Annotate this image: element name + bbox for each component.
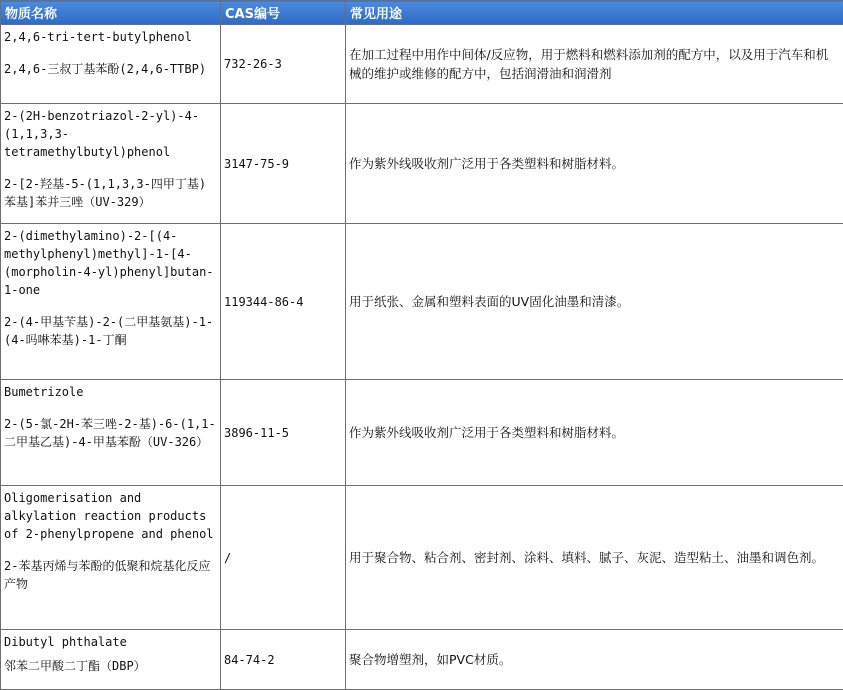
header-name: 物质名称 — [1, 1, 221, 25]
table-row — [1, 104, 843, 224]
name-en: 2-(2H-benzotriazol-2-yl)-4-(1,1,3,3-tetramethylbutyl)phenol — [4, 107, 217, 161]
name-en: Bumetrizole — [4, 383, 217, 401]
name-cn: 2-[2-羟基-5-(1,1,3,3-四甲丁基)苯基]苯并三唑（UV-329） — [4, 175, 217, 211]
name-en: Dibutyl phthalate — [4, 633, 217, 651]
name-en: Oligomerisation and alkylation reaction products of 2-phenylpropene and phenol — [4, 489, 217, 543]
table-row — [1, 630, 843, 690]
name-en: 2,4,6-tri-tert-butylphenol — [4, 28, 217, 46]
name-cn: 邻苯二甲酸二丁酯（DBP） — [4, 657, 217, 675]
substance-name-cell — [1, 104, 221, 224]
table-row — [1, 25, 843, 104]
name-en: 2-(dimethylamino)-2-[(4-methylphenyl)methyl]-1-[4-(morpholin-4-yl)phenyl]butan-1-one — [4, 227, 217, 299]
cas-cell: 3147-75-9 — [221, 104, 346, 224]
use-cell: 用于纸张、金属和塑料表面的UV固化油墨和清漆。 — [346, 224, 843, 380]
header-use: 常见用途 — [346, 1, 843, 25]
cas-cell: 84-74-2 — [221, 630, 346, 690]
substance-name-cell — [1, 224, 221, 380]
header-row — [1, 1, 843, 25]
substance-name-cell — [1, 486, 221, 630]
cas-cell: / — [221, 486, 346, 630]
substance-name-cell — [1, 630, 221, 690]
use-cell: 在加工过程中用作中间体/反应物，用于燃料和燃料添加剂的配方中，以及用于汽车和机械的维护或维修的配方中，包括润滑油和润滑剂 — [346, 25, 843, 104]
substance-name-cell — [1, 380, 221, 486]
cas-cell: 3896-11-5 — [221, 380, 346, 486]
name-cn: 2-(5-氯-2H-苯三唑-2-基)-6-(1,1-二甲基乙基)-4-甲基苯酚（UV-326） — [4, 415, 217, 451]
use-cell: 作为紫外线吸收剂广泛用于各类塑料和树脂材料。 — [346, 380, 843, 486]
cas-cell: 119344-86-4 — [221, 224, 346, 380]
header-cas: CAS编号 — [221, 1, 346, 25]
name-cn: 2-苯基丙烯与苯酚的低聚和烷基化反应产物 — [4, 557, 217, 593]
name-cn: 2,4,6-三叔丁基苯酚(2,4,6-TTBP) — [4, 60, 217, 78]
substance-name-cell — [1, 25, 221, 104]
use-cell: 聚合物增塑剂，如PVC材质。 — [346, 630, 843, 690]
use-cell: 用于聚合物、粘合剂、密封剂、涂料、填料、腻子、灰泥、造型粘土、油墨和调色剂。 — [346, 486, 843, 630]
table-row — [1, 380, 843, 486]
table-row — [1, 486, 843, 630]
name-cn: 2-(4-甲基苄基)-2-(二甲基氨基)-1-(4-吗啉苯基)-1-丁酮 — [4, 313, 217, 349]
use-cell: 作为紫外线吸收剂广泛用于各类塑料和树脂材料。 — [346, 104, 843, 224]
table-row — [1, 224, 843, 380]
cas-cell: 732-26-3 — [221, 25, 346, 104]
